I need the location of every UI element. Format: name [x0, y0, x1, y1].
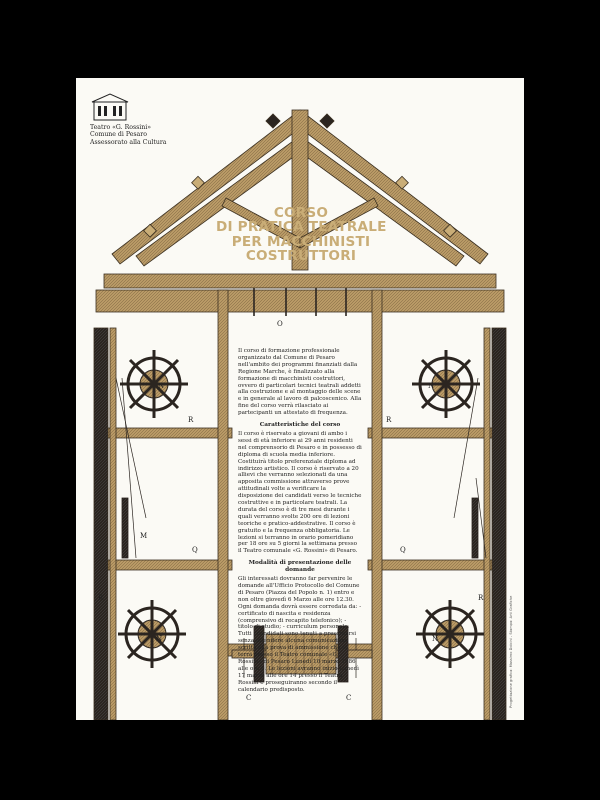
title-line-2: DI PRATICA TEATRALE	[216, 219, 387, 236]
label-m: M	[140, 532, 148, 540]
org-line-1: Teatro «G. Rossini»	[90, 124, 152, 131]
label-n-1: N	[158, 382, 165, 390]
intro-paragraph: Il corso di formazione professionale organizzato dal Comune di Pesaro nell'ambito dei programmi finanziati dalla Regione Marche, è finalizzato alla formazione di macchinisti costruttori, ovvero di particolari tecnici teatrali addetti alla costruzione e al montaggio delle scene e in generale al lavoro di palcoscenico. Alla fine del corso verrà rilasciato ai partecipanti un attestato di frequenza.	[238, 348, 362, 417]
label-r-4: R	[478, 594, 484, 602]
title-line-1: CORSO	[273, 205, 329, 221]
organization-block	[90, 124, 167, 146]
section-2-heading: Modalità di presentazione delle domande	[248, 560, 352, 574]
section-1-text: Il corso è riservato a giovani di ambo i sessi di età inferiore ai 29 anni residenti nel comprensorio di Pesaro e in possesso di diploma di scuola media inferiore. Costituirà titolo preferenziale diploma ad indirizzo artistico. Il corso è riservato a 20 allievi che verranno selezionati da una apposita commissione attraverso prove attitudinali volte a verificare la disposizione dei candidati verso le tecniche costruttive e in particolare teatrali. La durata del corso è di tre mesi durante i quali verranno svolte 200 ore di lezioni teoriche e pratico-addestrative. Il corso è gratuito e la frequenza obbligatoria. Le lezioni si terranno in orario pomeridiano per 18 ore su 5 giorni la settimana presso il Teatro comunale «G. Rossini» di Pesaro.	[238, 430, 362, 555]
poster	[76, 78, 524, 720]
label-q-1: Q	[192, 546, 198, 554]
course-title	[216, 206, 386, 264]
label-n-4: N	[432, 635, 439, 643]
label-n-2: N	[428, 382, 435, 390]
title-line-4: COSTRUTTORI	[245, 248, 357, 265]
section-2-text: Gli interessati dovranno far pervenire le domande all'Ufficio Protocollo del Comune di Pesaro (Piazza del Popolo n. 1) entro e non oltre giovedì 6 Marzo alle ore 12.30. Ogni domanda dovrà essere corredata da: - certificato di nascita e residenza (comprensivo di recapito telefonico); - titolo di studio; - curriculum personale. Tutti i candidati sono tenuti a presentarsi senza attendere alcuna comunicazione scritta alla prova di ammissione che si terrà presso il Teatro comunale «G. Rossini» di Pesaro Lunedì 10 marzo 1986 alle ore 9. Le lezioni avranno inizio Lunedì 17 marzo alle ore 14 presso il Teatro Rossini e proseguiranno secondo il calendario predisposto.	[238, 576, 362, 693]
label-r-2: R	[386, 416, 392, 424]
section-1-heading: Caratteristiche del corso	[259, 422, 341, 429]
org-line-3: Assessorato alla Cultura	[90, 138, 167, 146]
label-r-3: R	[98, 594, 104, 602]
label-c-2: C	[346, 694, 352, 702]
label-n-3: N	[156, 635, 163, 643]
label-q-2: Q	[400, 546, 406, 554]
theatre-logo-icon	[90, 92, 130, 122]
label-o: O	[277, 320, 283, 328]
course-description	[238, 348, 362, 699]
org-line-2: Comune di Pesaro	[90, 131, 147, 139]
label-c-1: C	[246, 694, 252, 702]
label-r-1: R	[188, 416, 194, 424]
title-line-3: PER MACCHINISTI	[231, 233, 371, 250]
print-credit: Progettazione grafica: Massimo Dolcini - Stampa: Arti Grafiche	[509, 595, 513, 708]
